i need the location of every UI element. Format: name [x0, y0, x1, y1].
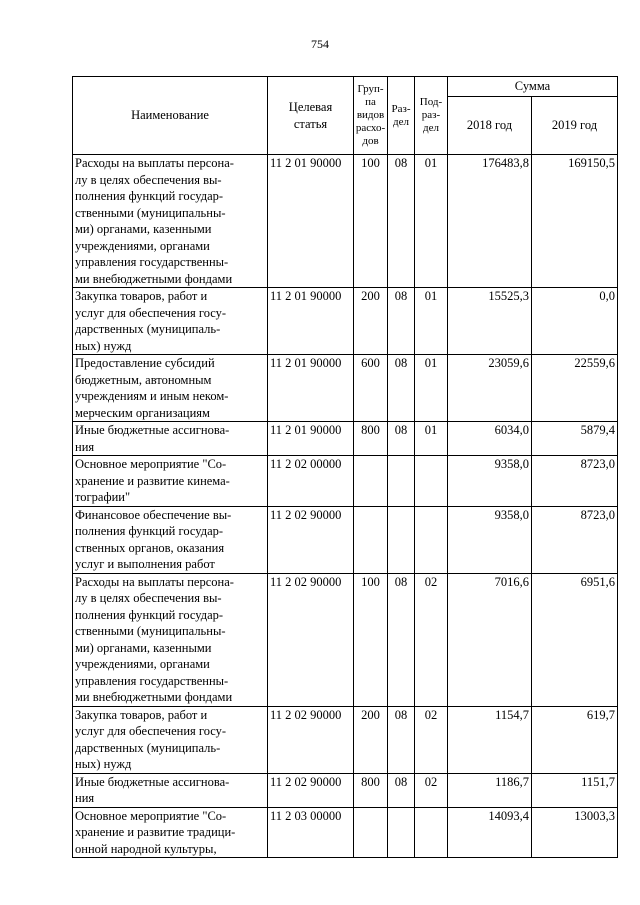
header-target: Целевая статья [268, 77, 354, 155]
row-razdel [388, 506, 415, 573]
row-name-line: дарственных (муниципаль- [75, 322, 221, 336]
row-sum-2019: 8723,0 [532, 456, 618, 507]
row-sum-2019: 5879,4 [532, 422, 618, 456]
row-name-line: хранение и развитие традици- [75, 825, 236, 839]
row-name [73, 807, 268, 858]
row-name-line: ственных органов, оказания [75, 540, 225, 555]
row-name [73, 773, 268, 807]
row-name-line: бюджетным, автономным [75, 372, 212, 387]
row-name-line: услуг для обеспечения госу- [75, 724, 227, 738]
row-razdel: 08 [388, 706, 415, 773]
row-sum-2018: 23059,6 [448, 355, 532, 422]
row-name [73, 506, 268, 573]
row-sum-2019: 1151,7 [532, 773, 618, 807]
row-razdel: 08 [388, 155, 415, 288]
header-podrazdel: Под-раз-дел [415, 77, 448, 155]
row-razdel: 08 [388, 573, 415, 706]
row-sum-2018: 9358,0 [448, 506, 532, 573]
row-sum-2019: 22559,6 [532, 355, 618, 422]
row-name-line: Основное мероприятие "Со- [75, 808, 227, 823]
row-podrazdel: 01 [415, 288, 448, 355]
row-name-line: ных) нужд [75, 338, 132, 353]
header-year-2018: 2018 год [448, 97, 532, 155]
table-row [73, 288, 618, 355]
row-name-line: мерческим организациям [75, 405, 210, 420]
row-name-line: ния [75, 791, 95, 805]
row-target-code: 11 2 01 90000 [268, 288, 354, 355]
row-group: 200 [354, 288, 388, 355]
row-group [354, 456, 388, 507]
row-name-line: лу в целях обеспечения вы- [75, 591, 222, 605]
row-name-line: ми внебюджетными фондами [75, 690, 233, 704]
row-name-line: ных) нужд [75, 757, 132, 771]
row-sum-2018: 9358,0 [448, 456, 532, 507]
row-target-code: 11 2 02 90000 [268, 506, 354, 573]
row-target-code: 11 2 02 90000 [268, 706, 354, 773]
row-name-line: лу в целях обеспечения вы- [75, 172, 222, 187]
row-name-line: Основное мероприятие "Со- [75, 457, 227, 471]
row-podrazdel: 02 [415, 573, 448, 706]
row-podrazdel [415, 456, 448, 507]
row-name-line: Финансовое обеспечение вы- [75, 507, 232, 522]
row-podrazdel: 01 [415, 422, 448, 456]
header-name: Наименование [73, 77, 268, 155]
row-group: 600 [354, 355, 388, 422]
row-name [73, 155, 268, 288]
row-group: 800 [354, 773, 388, 807]
header-razdel: Раз-дел [388, 77, 415, 155]
row-sum-2018: 7016,6 [448, 573, 532, 706]
header-group: Груп-па видов расхо-дов [354, 77, 388, 155]
row-name-line: дарственных (муниципаль- [75, 740, 221, 755]
row-podrazdel [415, 807, 448, 858]
row-name-line: учреждениям и иным неком- [75, 389, 229, 403]
row-sum-2019: 619,7 [532, 706, 618, 773]
row-name-line: ми) органами, казенными [75, 640, 212, 655]
row-name-line: полнения функций государ- [75, 524, 224, 538]
row-target-code: 11 2 02 90000 [268, 773, 354, 807]
header-year-2019: 2019 год [532, 97, 618, 155]
row-sum-2018: 176483,8 [448, 155, 532, 288]
table-row [73, 355, 618, 422]
row-name-line: услуг для обеспечения госу- [75, 305, 227, 320]
row-name-line: ственными (муниципальны- [75, 624, 226, 638]
row-target-code: 11 2 03 00000 [268, 807, 354, 858]
row-target-code: 11 2 01 90000 [268, 155, 354, 288]
row-group: 800 [354, 422, 388, 456]
row-name-line: учреждениями, органами [75, 238, 210, 253]
budget-table [72, 76, 618, 858]
row-name-line: хранение и развитие кинема- [75, 473, 230, 488]
row-name-line: Предоставление субсидий [75, 356, 215, 370]
row-name [73, 422, 268, 456]
row-razdel: 08 [388, 773, 415, 807]
row-group [354, 506, 388, 573]
row-name-line: ния [75, 439, 95, 454]
row-podrazdel: 02 [415, 706, 448, 773]
row-sum-2019: 13003,3 [532, 807, 618, 858]
table-row [73, 773, 618, 807]
row-name [73, 456, 268, 507]
row-name [73, 355, 268, 422]
row-name-line: управления государственны- [75, 673, 229, 688]
row-name [73, 706, 268, 773]
row-razdel: 08 [388, 288, 415, 355]
row-sum-2019: 169150,5 [532, 155, 618, 288]
row-razdel: 08 [388, 422, 415, 456]
row-group: 100 [354, 155, 388, 288]
row-podrazdel [415, 506, 448, 573]
row-name [73, 288, 268, 355]
row-name-line: Закупка товаров, работ и [75, 707, 208, 722]
row-sum-2019: 6951,6 [532, 573, 618, 706]
table-row [73, 155, 618, 288]
row-sum-2018: 15525,3 [448, 288, 532, 355]
row-razdel: 08 [388, 355, 415, 422]
row-name-line: ми) органами, казенными [75, 222, 212, 236]
row-group [354, 807, 388, 858]
row-name-line: управления государственны- [75, 255, 229, 269]
table-row [73, 506, 618, 573]
table-row [73, 807, 618, 858]
row-sum-2018: 1186,7 [448, 773, 532, 807]
row-sum-2018: 14093,4 [448, 807, 532, 858]
row-name [73, 573, 268, 706]
row-name-line: ственными (муниципальны- [75, 205, 226, 220]
row-podrazdel: 02 [415, 773, 448, 807]
row-sum-2018: 1154,7 [448, 706, 532, 773]
table-row [73, 422, 618, 456]
row-name-line: Расходы на выплаты персона- [75, 574, 234, 589]
row-sum-2019: 0,0 [532, 288, 618, 355]
table-row [73, 456, 618, 507]
row-group: 100 [354, 573, 388, 706]
row-name-line: Иные бюджетные ассигнова- [75, 774, 230, 789]
row-target-code: 11 2 01 90000 [268, 422, 354, 456]
row-target-code: 11 2 02 90000 [268, 573, 354, 706]
row-name-line: ми внебюджетными фондами [75, 271, 233, 286]
row-target-code: 11 2 02 00000 [268, 456, 354, 507]
row-name-line: полнения функций государ- [75, 189, 224, 203]
row-name-line: тографии" [75, 490, 131, 504]
row-name-line: Закупка товаров, работ и [75, 289, 208, 303]
row-name-line: Иные бюджетные ассигнова- [75, 423, 230, 437]
row-name-line: учреждениями, органами [75, 657, 210, 671]
row-podrazdel: 01 [415, 155, 448, 288]
page-number: 754 [311, 37, 329, 51]
row-name-line: онной народной культуры, [75, 841, 217, 856]
row-name-line: полнения функций государ- [75, 607, 224, 622]
row-target-code: 11 2 01 90000 [268, 355, 354, 422]
row-sum-2019: 8723,0 [532, 506, 618, 573]
table-body [73, 155, 618, 858]
row-group: 200 [354, 706, 388, 773]
row-podrazdel: 01 [415, 355, 448, 422]
row-sum-2018: 6034,0 [448, 422, 532, 456]
header-sum: Сумма [448, 77, 618, 97]
table-row [73, 573, 618, 706]
row-razdel [388, 807, 415, 858]
row-razdel [388, 456, 415, 507]
row-name-line: Расходы на выплаты персона- [75, 156, 234, 170]
row-name-line: услуг и выполнения работ [75, 557, 215, 571]
table-row [73, 706, 618, 773]
